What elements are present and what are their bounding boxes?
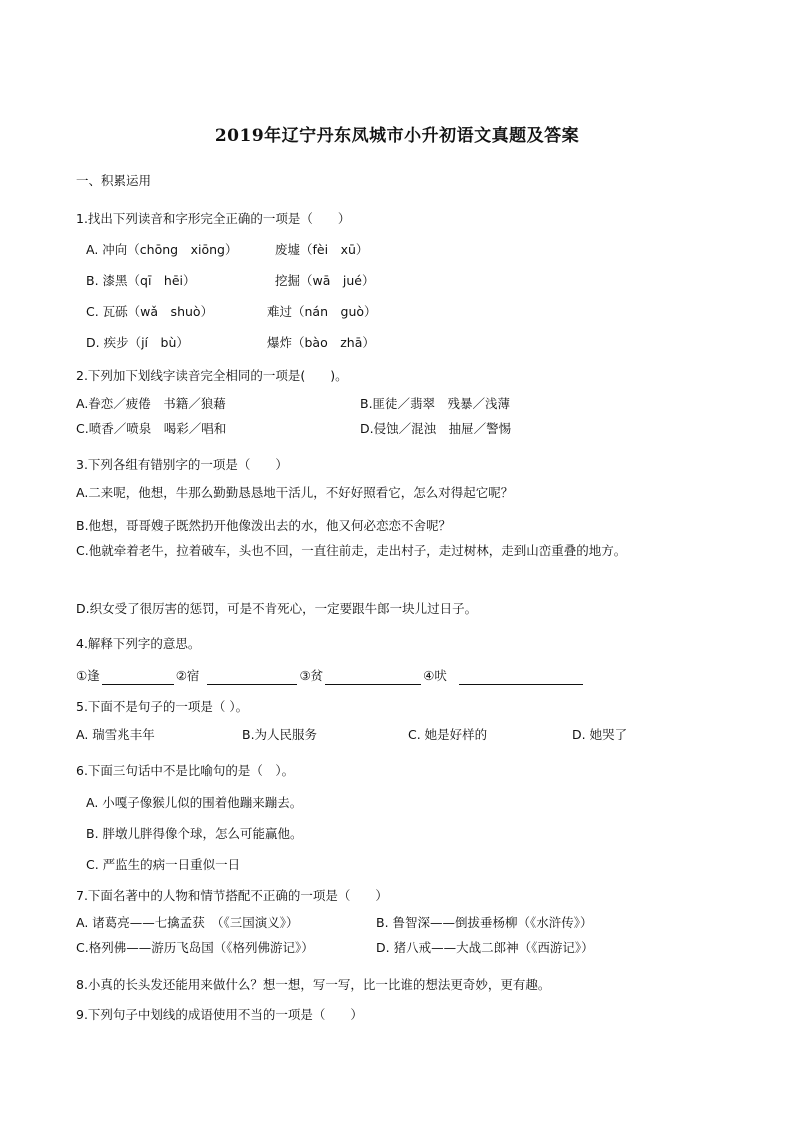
page-title: 2019年辽宁丹东凤城市小升初语文真题及答案: [214, 126, 580, 146]
q4-item-1: ①逢: [76, 668, 100, 683]
answer-blank[interactable]: [207, 671, 297, 685]
q3-option-b: B.他想，哥哥嫂子既然扔开他像泼出去的水，他又何必恋恋不舍呢？: [76, 518, 452, 533]
answer-blank[interactable]: [102, 671, 174, 685]
question-6-stem: 6.下面三句话中不是比喻句的是（ ）。: [76, 763, 295, 778]
q1-option-a-right: 废墟（fèi xū）: [275, 242, 369, 257]
q7-option-d: D. 猪八戒——大战二郎神（《西游记》）: [376, 940, 594, 955]
question-8-stem: 8.小真的长头发还能用来做什么？想一想，写一写，比一比谁的想法更奇妙，更有趣。: [76, 977, 551, 992]
q2-option-d: D.侵蚀／混浊 抽屉／警惕: [360, 421, 512, 436]
q2-option-a: A.眷恋／疲倦 书籍／狼藉: [76, 396, 226, 411]
question-3-stem: 3.下列各组有错别字的一项是（ ）: [76, 457, 288, 472]
question-9-stem: 9.下列句子中划线的成语使用不当的一项是（ ）: [76, 1007, 363, 1022]
q1-option-d-right: 爆炸（bào zhā）: [267, 335, 375, 350]
q5-option-c: C. 她是好样的: [408, 727, 488, 742]
answer-blank[interactable]: [459, 671, 583, 685]
q4-item-2: ②宿: [175, 668, 200, 683]
q1-option-d-left: D. 疾步（jí bù）: [86, 335, 189, 350]
q5-option-d: D. 她哭了: [572, 727, 628, 742]
q1-option-c-right: 难过（nán guò）: [267, 304, 377, 319]
question-2-stem: 2.下列加下划线字读音完全相同的一项是( )。: [76, 368, 348, 383]
q1-option-a-left: A. 冲向（chōng xiōng）: [86, 242, 238, 257]
q6-option-b: B. 胖墩儿胖得像个球，怎么可能赢他。: [86, 826, 303, 841]
q2-option-c: C.喷香／喷泉 喝彩／唱和: [76, 421, 227, 436]
q1-option-c-left: C. 瓦砾（wǎ shuò）: [86, 304, 214, 319]
answer-blank[interactable]: [325, 671, 421, 685]
question-4-stem: 4.解释下列字的意思。: [76, 636, 201, 651]
question-5-stem: 5.下面不是句子的一项是（ ）。: [76, 699, 249, 714]
question-7-stem: 7.下面名著中的人物和情节搭配不正确的一项是（ ）: [76, 888, 388, 903]
q6-option-a: A. 小嘎子像猴儿似的围着他蹦来蹦去。: [86, 795, 303, 810]
question-1-stem: 1.找出下列读音和字形完全正确的一项是（ ）: [76, 211, 351, 226]
q4-item-3: ③贫: [299, 668, 324, 683]
q6-option-c: C. 严监生的病一日重似一日: [86, 857, 241, 872]
q5-option-b: B.为人民服务: [242, 727, 318, 742]
q3-option-d: D.织女受了很厉害的惩罚，可是不肯死心，一定要跟牛郎一块儿过日子。: [76, 601, 478, 616]
q5-option-a: A. 瑞雪兆丰年: [76, 727, 155, 742]
q2-option-b: B.匪徒／翡翠 残暴／浅薄: [360, 396, 511, 411]
q3-option-c: C.他就牵着老牛，拉着破车，头也不回，一直往前走，走出村子，走过树林，走到山峦重叠的地方。: [76, 543, 627, 558]
section-heading: 一、积累运用: [76, 173, 152, 188]
q7-option-b: B. 鲁智深——倒拔垂杨柳（《水浒传》）: [376, 915, 593, 930]
q4-blanks-row: [76, 667, 585, 685]
q3-option-a: A.二来呢，他想，牛那么勤勤恳恳地干活儿，不好好照看它，怎么对得起它呢？: [76, 485, 514, 500]
q7-option-a: A. 诸葛亮——七擒孟获 （《三国演义》）: [76, 915, 299, 930]
q4-item-4: ④吠: [423, 668, 447, 683]
q1-option-b-left: B. 漆黑（qī hēi）: [86, 273, 196, 288]
q1-option-b-right: 挖掘（wā jué）: [275, 273, 375, 288]
q7-option-c: C.格列佛——游历飞岛国（《格列佛游记》）: [76, 940, 314, 955]
